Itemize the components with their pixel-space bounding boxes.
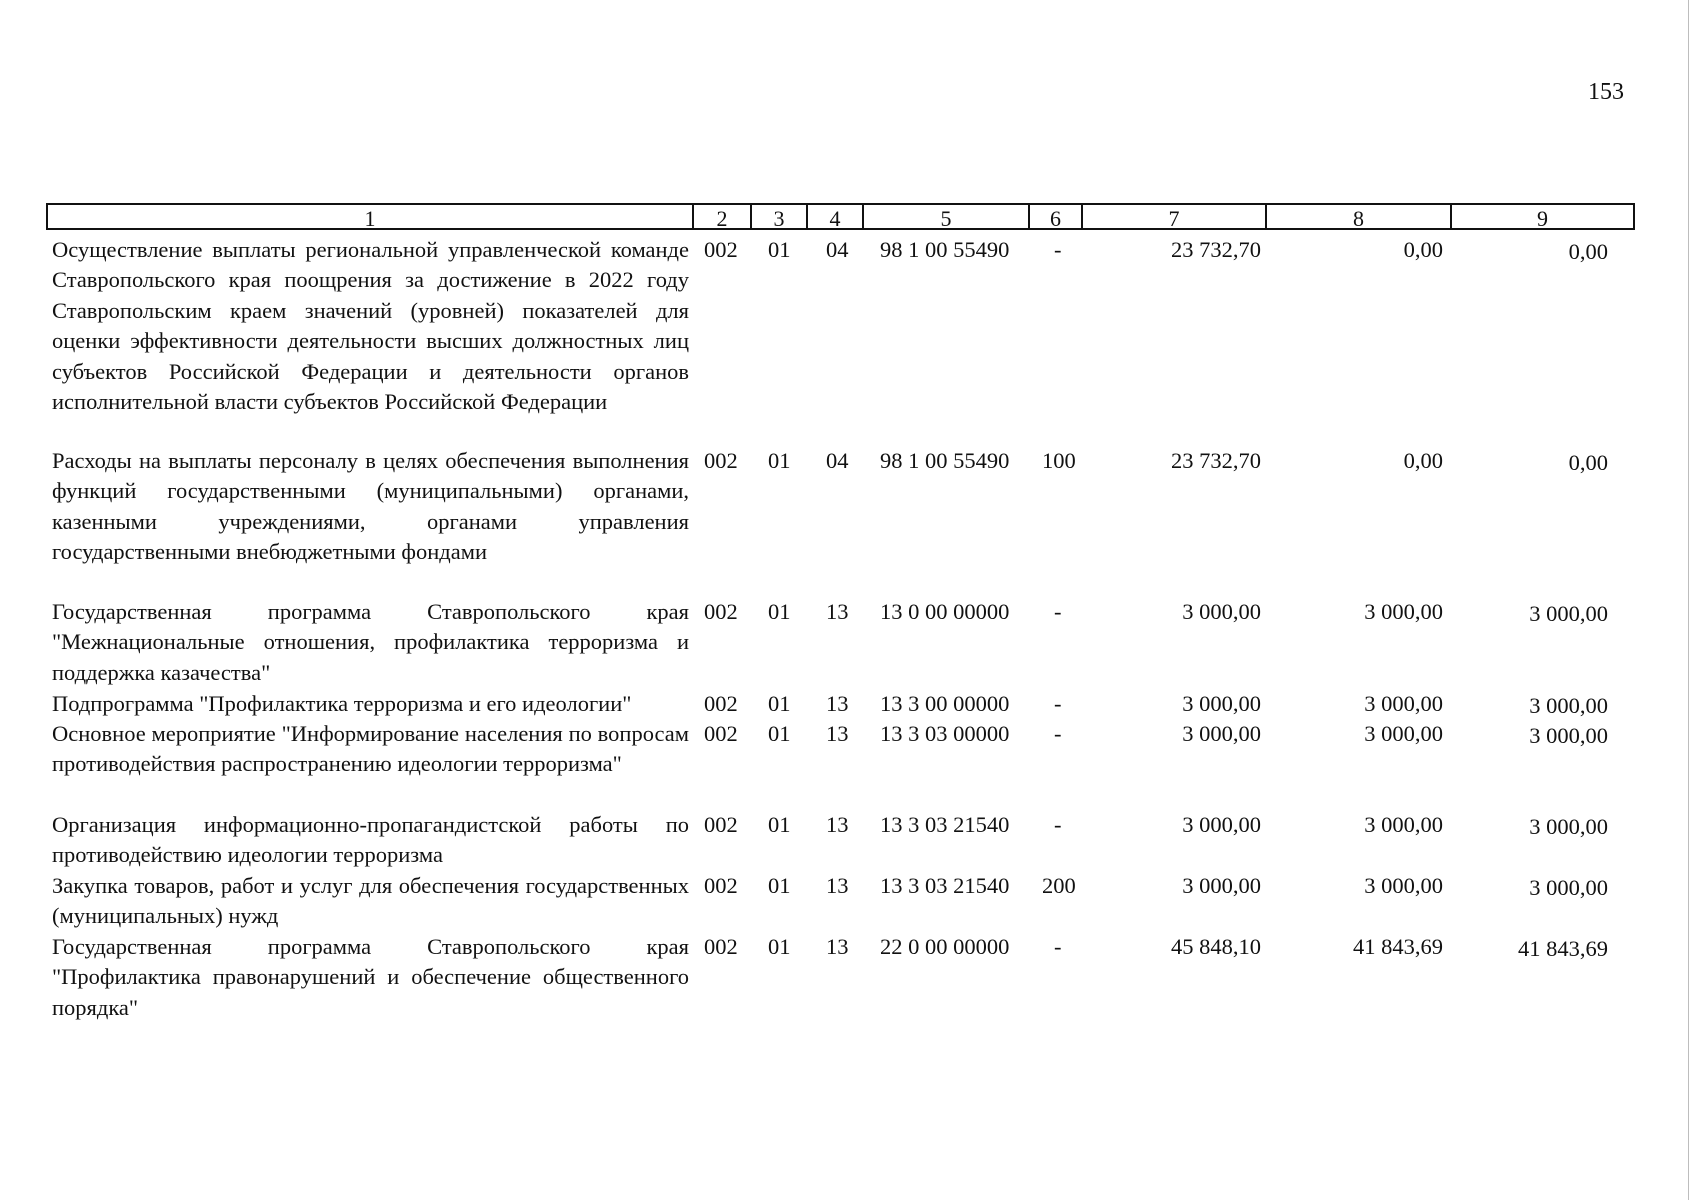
row-pr: 04 [826, 237, 849, 262]
row-rz: 01 [768, 873, 791, 898]
row-csr: 13 0 00 00000 [880, 599, 1010, 624]
row-year2: 0,00 [1403, 237, 1443, 262]
row-ved: 002 [704, 721, 738, 746]
row-ved: 002 [704, 237, 738, 262]
row-ved: 002 [704, 873, 738, 898]
row-year3: 41 843,69 [1518, 936, 1608, 961]
row-name: Закупка товаров, работ и услуг для обеспечения государственных (муниципальных) нужд [52, 873, 689, 929]
row-year2: 41 843,69 [1353, 934, 1443, 959]
row-ved: 002 [704, 691, 738, 716]
page-edge [1688, 0, 1689, 1200]
row-csr: 22 0 00 00000 [880, 934, 1010, 959]
row-year1: 3 000,00 [1182, 691, 1261, 716]
row-year3: 3 000,00 [1529, 601, 1608, 626]
row-rz: 01 [768, 721, 791, 746]
header-cell-3: 3 [773, 206, 785, 231]
row-vr: 100 [1042, 448, 1076, 473]
row-vr: - [1054, 812, 1062, 837]
row-pr: 13 [826, 721, 849, 746]
page-number: 153 [1588, 79, 1624, 105]
row-year2: 3 000,00 [1364, 873, 1443, 898]
row-year2: 3 000,00 [1364, 721, 1443, 746]
row-vr: 200 [1042, 873, 1076, 898]
row-csr: 13 3 03 21540 [880, 873, 1010, 898]
row-year1: 3 000,00 [1182, 599, 1261, 624]
row-year3: 0,00 [1568, 239, 1608, 264]
row-name: Осуществление выплаты региональной управленческой команде Ставропольского края поощрения за достижение в 2022 году Ставропольским краем значений (уровней) показателей для оценки эффективности деятельности высших должностных лиц субъектов Российской Федерации и деятельности органов исполнительной власти субъектов Российской Федерации [52, 237, 689, 415]
row-pr: 04 [826, 448, 849, 473]
row-rz: 01 [768, 812, 791, 837]
row-year1: 23 732,70 [1171, 237, 1261, 262]
row-pr: 13 [826, 691, 849, 716]
row-name: Государственная программа Ставропольского края "Межнациональные отношения, профилактика терроризма и поддержка казачества" [52, 599, 689, 685]
row-rz: 01 [768, 934, 791, 959]
row-pr: 13 [826, 873, 849, 898]
row-rz: 01 [768, 599, 791, 624]
row-csr: 13 3 03 21540 [880, 812, 1010, 837]
row-name: Основное мероприятие "Информирование населения по вопросам противодействия распространению идеологии терроризма" [52, 721, 689, 777]
header-cell-6: 6 [1050, 206, 1061, 231]
row-ved: 002 [704, 812, 738, 837]
row-vr: - [1054, 691, 1062, 716]
header-cell-5: 5 [940, 206, 952, 231]
row-csr: 13 3 03 00000 [880, 721, 1010, 746]
row-year3: 3 000,00 [1529, 814, 1608, 839]
row-vr: - [1054, 721, 1062, 746]
row-year1: 23 732,70 [1171, 448, 1261, 473]
row-name: Подпрограмма "Профилактика терроризма и его идеологии" [52, 691, 632, 716]
row-vr: - [1054, 237, 1062, 262]
row-year2: 3 000,00 [1364, 691, 1443, 716]
row-pr: 13 [826, 934, 849, 959]
row-rz: 01 [768, 691, 791, 716]
row-name: Организация информационно-пропагандистской работы по противодействию идеологии терроризма [52, 812, 689, 868]
row-year2: 3 000,00 [1364, 599, 1443, 624]
row-vr: - [1054, 599, 1062, 624]
row-vr: - [1054, 934, 1062, 959]
row-csr: 98 1 00 55490 [880, 448, 1010, 473]
row-year1: 3 000,00 [1182, 873, 1261, 898]
row-year1: 45 848,10 [1171, 934, 1261, 959]
row-year1: 3 000,00 [1182, 812, 1261, 837]
row-name: Государственная программа Ставропольского края "Профилактика правонарушений и обеспечение общественного порядка" [52, 934, 689, 1020]
row-year1: 3 000,00 [1182, 721, 1261, 746]
row-year3: 3 000,00 [1529, 723, 1608, 748]
header-cell-7: 7 [1168, 206, 1180, 231]
row-rz: 01 [768, 448, 791, 473]
table-header [46, 203, 1635, 230]
row-ved: 002 [704, 934, 738, 959]
row-pr: 13 [826, 599, 849, 624]
header-cell-4: 4 [829, 206, 841, 231]
header-cell-1: 1 [364, 206, 376, 231]
row-rz: 01 [768, 237, 791, 262]
row-year2: 3 000,00 [1364, 812, 1443, 837]
row-pr: 13 [826, 812, 849, 837]
row-year2: 0,00 [1403, 448, 1443, 473]
row-year3: 3 000,00 [1529, 693, 1608, 718]
row-ved: 002 [704, 448, 738, 473]
row-ved: 002 [704, 599, 738, 624]
header-cell-2: 2 [716, 206, 728, 231]
row-year3: 3 000,00 [1529, 875, 1608, 900]
header-cell-8: 8 [1353, 206, 1364, 231]
row-year3: 0,00 [1568, 450, 1608, 475]
row-name: Расходы на выплаты персоналу в целях обеспечения выполнения функций государственными (муниципальными) органами, казенными учреждениями, органами управления государственными внебюджетными фондами [52, 448, 689, 565]
header-cell-9: 9 [1537, 206, 1548, 231]
row-csr: 13 3 00 00000 [880, 691, 1010, 716]
row-csr: 98 1 00 55490 [880, 237, 1010, 262]
